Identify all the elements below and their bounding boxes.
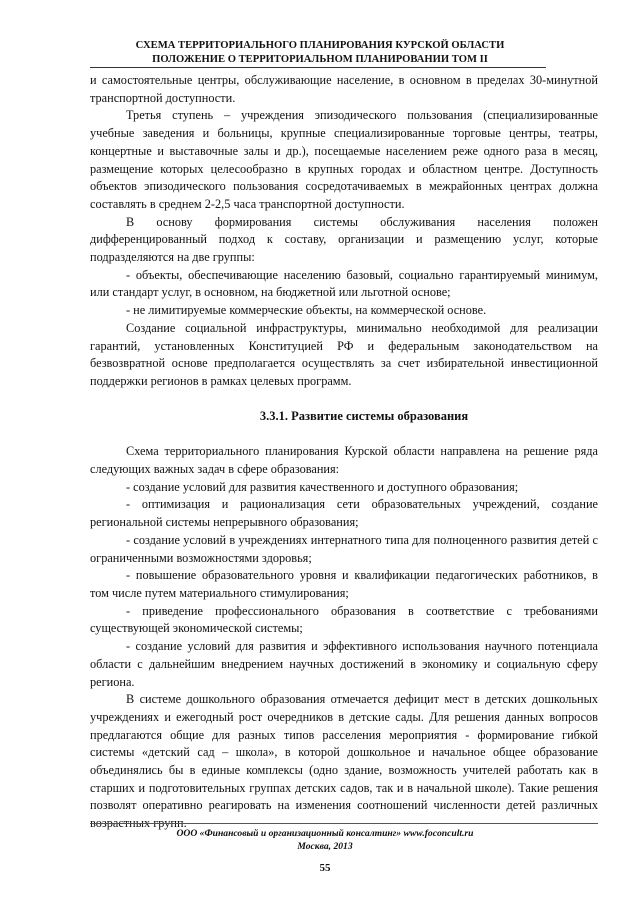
footer-company: ООО «Финансовый и организационный консалтинг» www.foconcult.ru [176, 828, 474, 839]
paragraph: Схема территориального планирования Курской области направлена на решение ряда следующих важных задач в сфере образования: [90, 444, 598, 477]
header-title: СХЕМА ТЕРРИТОРИАЛЬНОГО ПЛАНИРОВАНИЯ КУРСКОЙ ОБЛАСТИ [135, 40, 505, 51]
footer-divider [90, 823, 598, 824]
footer-city-year: Москва, 2013 [297, 840, 353, 852]
paragraph: Создание социальной инфраструктуры, минимально необходимой для реализации гарантий, установленных Конституцией РФ и федеральным законодательством на безвозвратной основе предполагается осуществлять за счет избирательной инвестиционной поддержки регионов в рамках целевых программ. [90, 320, 598, 388]
list-item: - создание условий для развития и эффективного использования научного потенциала области с дальнейшим внедрением научных достижений в экономику и социальную сферу региона. [90, 639, 598, 689]
header-divider [90, 67, 546, 68]
list-item: - создание условий для развития качественного и доступного образования; [126, 479, 519, 494]
list-item: - приведение профессионального образования в соответствие с требованиями существующей экономической системы; [90, 603, 598, 636]
list-item: - оптимизация и рационализация сети образовательных учреждений, создание региональной системы непрерывного образования; [90, 497, 598, 530]
page-number: 55 [319, 862, 331, 874]
list-item: - не лимитируемые коммерческие объекты, на коммерческой основе. [126, 303, 487, 318]
list-item: - повышение образовательного уровня и квалификации педагогических работников, в том числе путем материального стимулирования; [90, 568, 598, 600]
paragraph: Третья ступень – учреждения эпизодического пользования (специализированные учебные заведения и больницы, крупные специализированные торговые центры, театры, концертные и выставочные залы и др.), посещаемые населением реже одного раза в месяц, размещение которых целесообразно в крупных городах и областном центре. Доступность объектов эпизодического пользования сосредотачиваемых в межрайонных центрах должна составлять в среднем 2-2,5 часа транспортной доступности. [90, 108, 598, 211]
header-subtitle: ПОЛОЖЕНИЕ О ТЕРРИТОРИАЛЬНОМ ПЛАНИРОВАНИИ ТОМ II [152, 53, 488, 65]
paragraph: В системе дошкольного образования отмечается дефицит мест в детских дошкольных учреждениях и ежегодный рост очередников в детские сады. Для решения данных вопросов предлагаются общие для разных типов расселения мероприятия - формирование гибкой системы «детский сад – школа», в которой дошкольное и начальное общее образование объединялись бы в единые комплексы (одно здание, возможность учителей работать как в старших и подготовительных группах детских садов, так и в начальной школе). Такие решения позволят оперативно реагировать на изменения соотношений численности детей различных возрастных групп. [90, 692, 598, 831]
page-header [90, 39, 550, 66]
page-footer [90, 828, 560, 853]
paragraph: и самостоятельные центры, обслуживающие население, в основном в пределах 30-минутной транспортной доступности. [90, 73, 598, 105]
document-body [90, 72, 598, 833]
list-item: - объекты, обеспечивающие населению базовый, социально гарантируемый минимум, или стандарт услуг, в основном, на бюджетной или льготной основе; [90, 267, 598, 300]
list-item: - создание условий в учреждениях интернатного типа для полноценного развития детей с ограниченными возможностями здоровья; [90, 532, 598, 565]
section-heading: 3.3.1. Развитие системы образования [259, 408, 469, 423]
paragraph: В основу формирования системы обслуживания населения положен дифференцированный подход к составу, организации и размещению услуг, которые подразделяются на две группы: [90, 214, 598, 265]
